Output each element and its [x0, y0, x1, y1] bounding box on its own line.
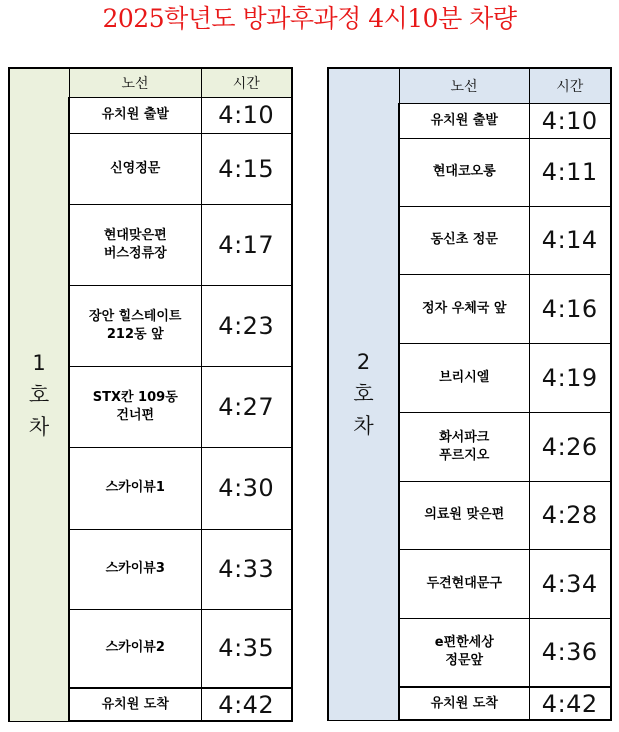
stop-name: 스카이뷰1 — [69, 447, 201, 529]
stop-time: 4:26 — [529, 412, 611, 481]
stop-time: 4:42 — [529, 687, 611, 720]
stop-time: 4:10 — [201, 97, 292, 133]
stop-name: 유치원 도착 — [399, 687, 529, 720]
stop-time: 4:33 — [201, 529, 292, 609]
stop-name: STX칸 109동 건너편 — [69, 366, 201, 447]
page-title: 2025학년도 방과후과정 4시10분 차량 — [102, 4, 517, 33]
stop-time: 4:42 — [201, 688, 292, 721]
car-1-label: 1 호 차 — [9, 68, 69, 721]
stop-name: 현대맞은편 버스정류장 — [69, 204, 201, 285]
stop-time: 4:15 — [201, 133, 292, 204]
time-header: 시간 — [201, 68, 292, 97]
stop-name: 두견현대문구 — [399, 549, 529, 618]
stop-name: e편한세상 정문앞 — [399, 618, 529, 687]
stop-name: 스카이뷰2 — [69, 609, 201, 688]
stop-time: 4:10 — [529, 103, 611, 138]
stop-name: 신영정문 — [69, 133, 201, 204]
stop-name: 스카이뷰3 — [69, 529, 201, 609]
stop-time: 4:17 — [201, 204, 292, 285]
stop-name: 동신초 정문 — [399, 206, 529, 274]
stop-time: 4:16 — [529, 274, 611, 343]
car-2-schedule-table — [327, 67, 612, 721]
car-1-schedule-table — [8, 67, 293, 722]
stop-name: 의료원 맞은편 — [399, 481, 529, 549]
stop-name: 화서파크 푸르지오 — [399, 412, 529, 481]
stop-time: 4:19 — [529, 343, 611, 412]
stop-name: 장안 힐스테이트 212동 앞 — [69, 285, 201, 366]
time-header: 시간 — [529, 68, 611, 103]
stop-time: 4:36 — [529, 618, 611, 687]
stop-name: 유치원 출발 — [399, 103, 529, 138]
car-2-label: 2 호 차 — [328, 68, 399, 720]
stop-name: 브리시엘 — [399, 343, 529, 412]
stop-time: 4:27 — [201, 366, 292, 447]
stop-name: 정자 우체국 앞 — [399, 274, 529, 343]
stop-name: 유치원 출발 — [69, 97, 201, 133]
stop-time: 4:35 — [201, 609, 292, 688]
stop-time: 4:11 — [529, 138, 611, 206]
stop-time: 4:28 — [529, 481, 611, 549]
route-header: 노선 — [69, 68, 201, 97]
stop-time: 4:14 — [529, 206, 611, 274]
stop-time: 4:34 — [529, 549, 611, 618]
stop-name: 유치원 도착 — [69, 688, 201, 721]
route-header: 노선 — [399, 68, 529, 103]
stop-name: 현대코오롱 — [399, 138, 529, 206]
stop-time: 4:23 — [201, 285, 292, 366]
stop-time: 4:30 — [201, 447, 292, 529]
